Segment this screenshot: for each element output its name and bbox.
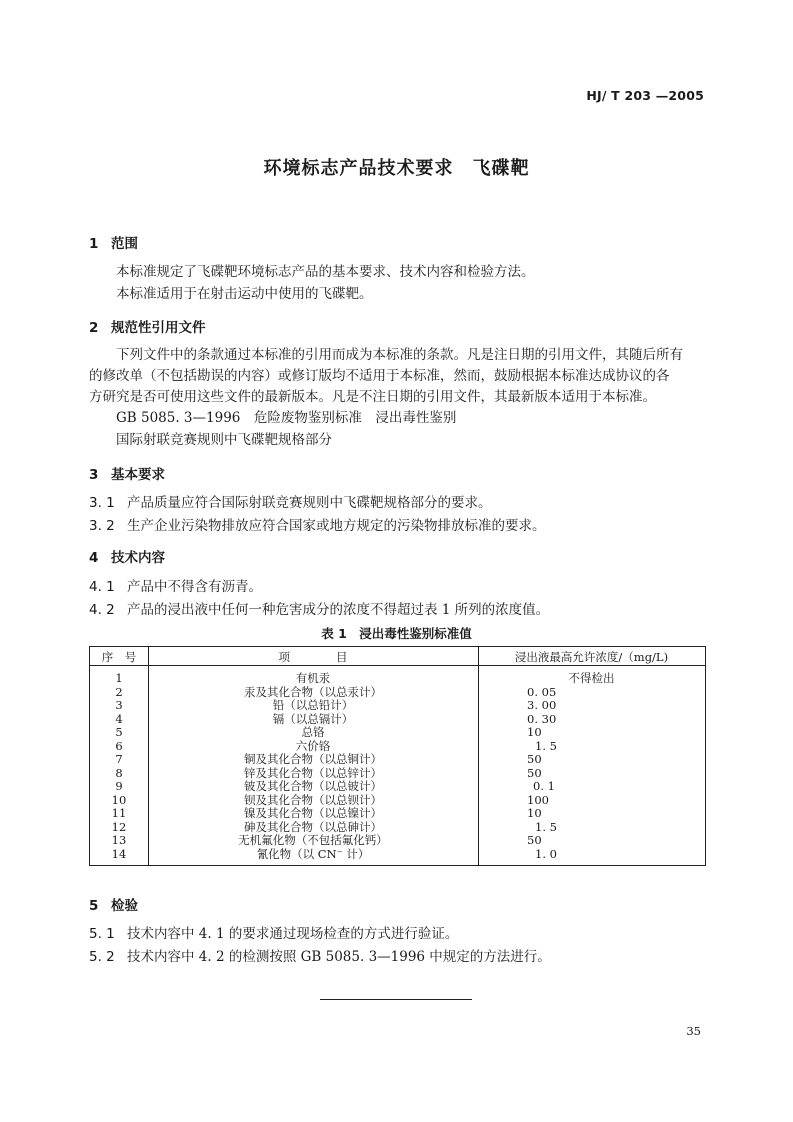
clause-text: 产品质量应符合国际射联竞赛规则中飞碟靶规格部分的要求。 xyxy=(127,495,492,511)
leachate-limits-table xyxy=(89,646,706,866)
table-row xyxy=(90,753,705,767)
section-3-heading xyxy=(89,463,165,483)
clause-number: 3. 2 xyxy=(89,518,115,534)
table-row xyxy=(90,780,705,794)
cell-limit: 1. 5 xyxy=(535,819,557,834)
cell-seq: 11 xyxy=(111,806,127,820)
cell-item: 钡及其化合物（以总钡计） xyxy=(244,792,382,807)
cell-item: 镍及其化合物（以总镍计） xyxy=(244,806,382,820)
cell-item: 铅（以总铅计） xyxy=(272,698,354,712)
cell-item: 有机汞 xyxy=(295,671,331,685)
reference-gb5085: GB 5085. 3—1996 危险废物鉴别标准 浸出毒性鉴别 xyxy=(116,410,457,426)
section-1-para-1: 本标准规定了飞碟靶环境标志产品的基本要求、技术内容和检验方法。 xyxy=(116,264,535,280)
cell-seq: 5 xyxy=(115,725,123,739)
section-number: 1 xyxy=(89,236,99,252)
header-limit: 浸出液最高允许浓度/（mg/L) xyxy=(514,650,669,664)
clause-text: 技术内容中 4. 1 的要求通过现场检查的方式进行验证。 xyxy=(127,926,459,942)
table-row xyxy=(90,848,705,862)
cell-item: 无机氟化物（不包括氟化钙） xyxy=(238,833,388,847)
cell-limit: 不得检出 xyxy=(568,671,615,685)
clause-3-1 xyxy=(89,491,492,511)
table-row xyxy=(90,794,705,808)
section-number: 5 xyxy=(89,898,99,914)
header-seq: 序 号 xyxy=(101,650,137,664)
clause-text: 产品的浸出液中任何一种危害成分的浓度不得超过表 1 所列的浓度值。 xyxy=(127,602,550,618)
cell-seq: 7 xyxy=(115,752,123,766)
section-5-heading xyxy=(89,894,138,914)
cell-limit: 0. 30 xyxy=(527,711,557,726)
end-rule xyxy=(320,999,472,1000)
cell-item: 六价铬 xyxy=(295,738,331,753)
cell-limit: 100 xyxy=(527,792,549,807)
table-row xyxy=(90,834,705,848)
section-2-line-1: 下列文件中的条款通过本标准的引用而成为本标准的条款。凡是注日期的引用文件，其随后所有 xyxy=(116,347,683,363)
section-2-line-2: 的修改单（不包括勘误的内容）或修订版均不适用于本标准，然而，鼓励根据本标准达成协议的各 xyxy=(89,368,670,384)
cell-limit: 10 xyxy=(527,806,542,820)
cell-seq: 10 xyxy=(111,792,127,807)
table-row xyxy=(90,713,705,727)
clause-text: 生产企业污染物排放应符合国家或地方规定的污染物排放标准的要求。 xyxy=(127,518,546,534)
cell-item: 铍及其化合物（以总铍计） xyxy=(244,779,382,793)
clause-3-2 xyxy=(89,514,546,534)
cell-seq: 2 xyxy=(115,684,123,699)
cell-seq: 9 xyxy=(115,779,123,793)
cell-limit: 3. 00 xyxy=(527,698,557,712)
clause-number: 4. 1 xyxy=(89,579,115,595)
cell-seq: 3 xyxy=(115,698,123,712)
clause-number: 3. 1 xyxy=(89,495,115,511)
section-title: 检验 xyxy=(111,898,138,914)
clause-number: 4. 2 xyxy=(89,602,115,618)
table-row xyxy=(90,740,705,754)
table-row xyxy=(90,672,705,686)
cell-item: 镉（以总镉计） xyxy=(272,711,354,726)
clause-number: 5. 2 xyxy=(89,949,115,965)
cell-item: 砷及其化合物（以总砷计） xyxy=(244,819,382,834)
cell-limit: 50 xyxy=(527,833,542,847)
cell-limit: 1. 5 xyxy=(535,738,557,753)
table-row xyxy=(90,767,705,781)
section-1-para-2: 本标准适用于在射击运动中使用的飞碟靶。 xyxy=(116,286,373,302)
table-row xyxy=(90,726,705,740)
section-4-heading xyxy=(89,546,165,566)
table-row xyxy=(90,699,705,713)
table-row xyxy=(90,686,705,700)
table-row xyxy=(90,821,705,835)
table-header-row xyxy=(90,647,705,666)
cell-item: 氰化物（以 CN⁻ 计） xyxy=(256,846,370,861)
cell-seq: 1 xyxy=(115,671,123,685)
clause-4-1 xyxy=(89,575,262,595)
cell-limit: 50 xyxy=(527,752,542,766)
section-2-heading xyxy=(89,316,206,336)
clause-5-2 xyxy=(89,945,551,965)
cell-item: 锌及其化合物（以总锌计） xyxy=(244,765,382,780)
section-number: 3 xyxy=(89,467,99,483)
table-row xyxy=(90,807,705,821)
clause-text: 技术内容中 4. 2 的检测按照 GB 5085. 3—1996 中规定的方法进行。 xyxy=(127,949,551,965)
cell-seq: 8 xyxy=(115,765,123,780)
table-caption: 表 1 浸出毒性鉴别标准值 xyxy=(321,626,472,641)
clause-text: 产品中不得含有沥青。 xyxy=(127,579,262,595)
cell-seq: 14 xyxy=(111,846,127,861)
standard-code: HJ/ T 203 —2005 xyxy=(586,88,704,103)
page-number: 35 xyxy=(686,1024,701,1038)
section-title: 范围 xyxy=(111,236,138,252)
clause-4-2 xyxy=(89,598,549,618)
cell-limit: 50 xyxy=(527,765,542,780)
section-1-heading xyxy=(89,232,138,252)
section-title: 技术内容 xyxy=(111,550,165,566)
cell-limit: 0. 05 xyxy=(527,684,557,699)
cell-seq: 12 xyxy=(111,819,127,834)
page-title: 环境标志产品技术要求 飞碟靶 xyxy=(263,158,530,179)
cell-item: 铜及其化合物（以总铜计） xyxy=(244,752,382,766)
cell-seq: 4 xyxy=(115,711,123,726)
clause-5-1 xyxy=(89,922,458,942)
cell-item: 汞及其化合物（以总汞计） xyxy=(244,684,382,699)
cell-seq: 6 xyxy=(115,738,123,753)
cell-seq: 13 xyxy=(111,833,127,847)
section-title: 规范性引用文件 xyxy=(111,320,206,336)
cell-limit: 0. 1 xyxy=(533,779,555,793)
section-2-line-3: 方研究是否可使用这些文件的最新版本。凡是不注日期的引用文件，其最新版本适用于本标准。 xyxy=(89,389,656,405)
header-item: 项 目 xyxy=(278,650,348,664)
clause-number: 5. 1 xyxy=(89,926,115,942)
section-title: 基本要求 xyxy=(111,467,165,483)
section-number: 2 xyxy=(89,320,99,336)
cell-limit: 10 xyxy=(527,725,542,739)
section-number: 4 xyxy=(89,550,99,566)
reference-issf-rules: 国际射联竞赛规则中飞碟靶规格部分 xyxy=(116,432,332,448)
cell-limit: 1. 0 xyxy=(535,846,557,861)
cell-item: 总铬 xyxy=(301,725,325,739)
